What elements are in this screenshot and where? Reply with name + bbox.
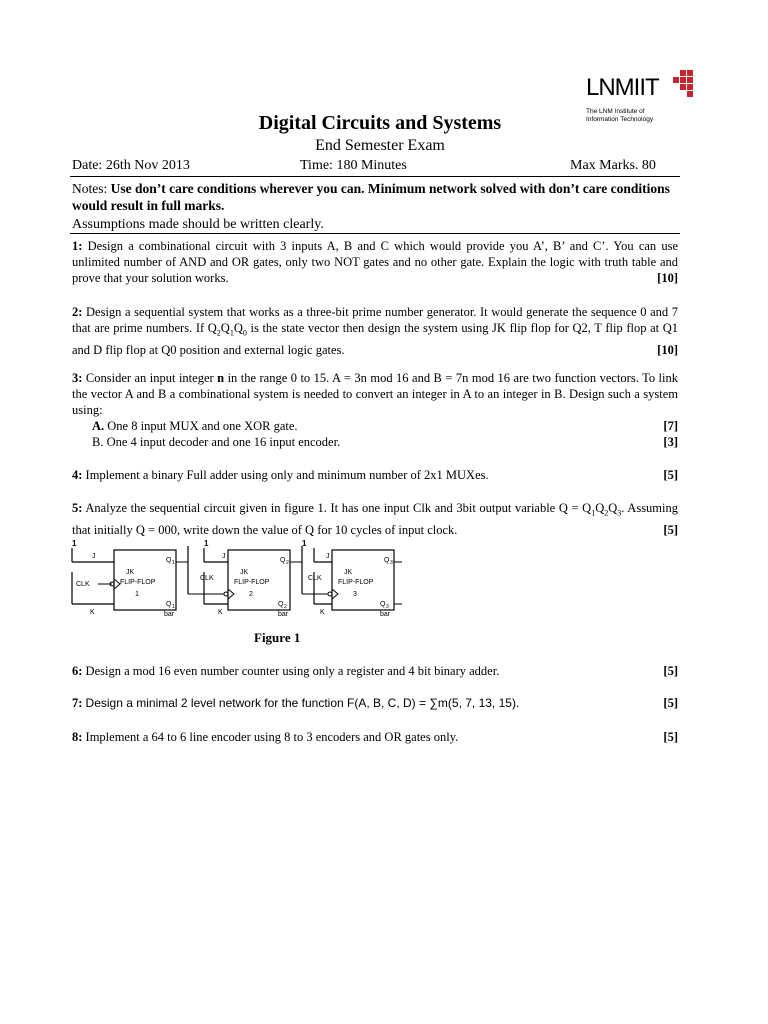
ff1-q-label: Q (166, 557, 172, 564)
exam-subtitle: End Semester Exam (315, 137, 445, 154)
q1-number: 1: (72, 239, 83, 253)
q2-text-b: is the state vector then design the system using JK flip flop for Q2, T flip flop at Q1 and D flip flop at Q0 position and external logic gates. (72, 321, 678, 357)
q4-text: Implement a binary Full adder using only and minimum number of 2x1 MUXes. (85, 468, 489, 482)
q5-text-b: . Assuming that initially Q = 000, write down the value of Q for 10 cycles of input clock. (72, 501, 679, 537)
ff1-qbar-sub: 1 (172, 604, 175, 610)
ff1-clk-label: CLK (76, 581, 90, 588)
ff2-q-sub: 2 (286, 560, 289, 566)
ff3-k-label: K (320, 609, 325, 616)
ff3-q-sub: 3 (390, 560, 393, 566)
ff2-clk-label: CLK (200, 575, 214, 582)
figure-1-circuit (68, 538, 408, 622)
q8-marks: [5] (663, 730, 678, 744)
q7-number: 7: (72, 696, 83, 710)
ff2-qbar-q: Q (278, 601, 284, 608)
ff3-index: 3 (353, 591, 357, 598)
q3-option-b-text: One 4 input decoder and one 16 input encoder. (106, 435, 341, 449)
logo-grid-icon (666, 70, 694, 98)
ff1-q-sub: 1 (172, 560, 175, 566)
logo-line-1: The LNM Institute of (586, 108, 645, 115)
flip-flop-2 (188, 539, 302, 618)
q6-number: 6: (72, 664, 83, 678)
exam-time: Time: 180 Minutes (300, 158, 407, 173)
q7-marks: [5] (663, 696, 678, 710)
question-2: 2: Design a sequential system that works as a three-bit prime number generator. It would generate the sequence 0 and 7 that are prime numbers. If $Q_2Q_1Q_0$ is the state vector then design the system using JK flip flop for Q2, T flip flop at Q1 and D flip flop at Q0 position and external logic gates. [10] (72, 305, 678, 357)
ff1-name: FLIP-FLOP (120, 579, 156, 586)
ff1-type: JK (126, 569, 135, 576)
ff2-type: JK (240, 569, 249, 576)
q7-text: Design a minimal 2 level network for the function (85, 696, 348, 710)
q3-option-a-text: One 8 input MUX and one XOR gate. (107, 419, 298, 433)
ff3-qbar-sub: 3 (386, 604, 389, 610)
question-7 (72, 696, 678, 711)
q3-option-b (92, 434, 678, 450)
q3-text-b: in the range 0 to 15. A = 3n mod 16 and B = 7n mod 16 are two function vectors. To link the vector A and B a combinational system is needed to convert an integer in A to an integer in B. Design such a system using: (72, 371, 678, 417)
ff3-clk-label: CLK (308, 575, 322, 582)
q2-marks: [10] (657, 342, 678, 357)
flip-flop-3 (302, 539, 402, 618)
question-5: 5: Analyze the sequential circuit given in figure 1. It has one input Clk and 3bit output variable $Q = Q_1Q_2Q_3$. Assuming that initially Q = 000, write down the value of Q for 10 cycles of input clock. [5] (72, 501, 679, 537)
ff2-q-label: Q (280, 557, 286, 564)
ff2-input-one: 1 (204, 539, 209, 548)
q8-text: Implement a 64 to 6 line encoder using 8 to 3 encoders and OR gates only. (85, 730, 459, 744)
ff1-qbar-q: Q (166, 601, 172, 608)
notes-bold-text: Use don’t care conditions wherever you can. Minimum network solved with don’t care conditions would result in full marks. (72, 181, 670, 213)
q1-text: Design a combinational circuit with 3 inputs A, B and C which would provide you A’, B’ and C’. You can use unlimited number of AND and OR gates, only two NOT gates and no other gate. Explain the logic with truth table and prove that your solution works. (72, 239, 679, 285)
q6-marks: [5] (663, 664, 678, 678)
q3-option-b-marks: [3] (663, 435, 678, 449)
q2-number: 2: (72, 305, 83, 319)
q6-text: Design a mod 16 even number counter using only a register and 4 bit binary adder. (85, 664, 500, 678)
ff3-bar-label: bar (380, 611, 391, 618)
q3-text-a: Consider an input integer (85, 371, 218, 385)
q4-marks: [5] (663, 468, 678, 482)
ff3-q-label: Q (384, 557, 390, 564)
ff1-j-label: J (92, 553, 96, 560)
ff1-bar-label: bar (164, 611, 175, 618)
ff2-j-label: J (222, 553, 226, 560)
q5-marks: [5] (663, 522, 678, 537)
q5-number: 5: (72, 501, 83, 515)
figure-1-caption: Figure 1 (254, 630, 301, 645)
exam-title: Digital Circuits and Systems (258, 112, 502, 134)
ff3-type: JK (344, 569, 353, 576)
q3-option-a-marks: [7] (663, 419, 678, 433)
flip-flop-1 (72, 539, 188, 618)
ff1-k-label: K (90, 609, 95, 616)
exam-date: Date: 26th Nov 2013 (72, 158, 190, 173)
q5-text-a: Analyze the sequential circuit given in figure 1. It has one input Clk and 3bit output variable Q = Q (85, 501, 592, 515)
q3-option-a-label: A. (92, 419, 105, 433)
ff3-input-one: 1 (302, 539, 307, 548)
divider-top (70, 176, 680, 177)
ff2-qbar-sub: 2 (284, 604, 287, 610)
ff3-name: FLIP-FLOP (338, 579, 374, 586)
notes-label: Notes: (72, 181, 111, 196)
question-6 (72, 663, 678, 679)
q1-marks: [10] (657, 271, 678, 285)
q3-option-a (92, 418, 678, 434)
divider-notes (70, 233, 680, 234)
exam-max-marks: Max Marks. 80 (570, 158, 656, 173)
q8-number: 8: (72, 730, 83, 744)
q3-n: n (217, 371, 225, 385)
ff1-index: 1 (135, 591, 139, 598)
q3-option-b-label: B. (92, 435, 104, 449)
q4-number: 4: (72, 468, 83, 482)
question-8 (72, 729, 678, 745)
q7-function: F(A, B, C, D) = ∑m(5, 7, 13, 15). (347, 696, 520, 710)
ff2-k-label: K (218, 609, 223, 616)
q3-number: 3: (72, 371, 83, 385)
q2-text-a: Design a sequential system that works as a three-bit prime number generator. It would generate the sequence 0 and 7 that are prime numbers. If Q (72, 305, 678, 335)
logo-wordmark: LNMIIT (586, 74, 659, 101)
notes-assumptions: Assumptions made should be written clearly. (72, 217, 324, 232)
ff2-bar-label: bar (278, 611, 289, 618)
logo-line-2: Information Technology (586, 116, 654, 123)
question-4 (72, 467, 678, 483)
ff1-input-one: 1 (72, 539, 77, 548)
question-1 (72, 238, 678, 286)
ff2-index: 2 (249, 591, 253, 598)
question-3 (72, 370, 678, 418)
ff2-name: FLIP-FLOP (234, 579, 270, 586)
ff3-j-label: J (326, 553, 330, 560)
notes (72, 180, 678, 214)
ff3-qbar-q: Q (380, 601, 386, 608)
